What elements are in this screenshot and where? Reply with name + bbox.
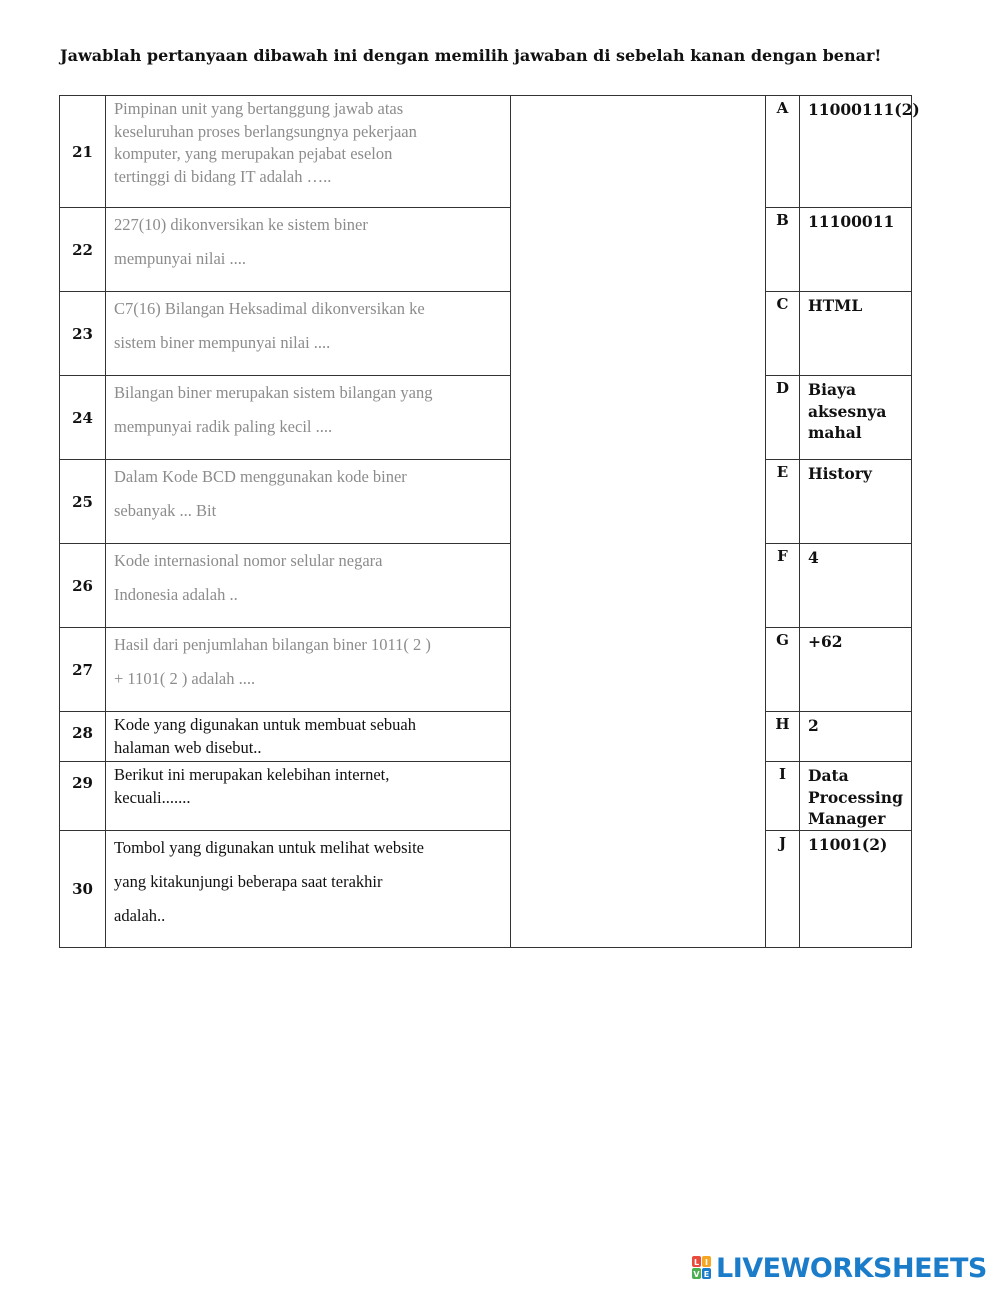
question-text: Berikut ini merupakan kelebihan internet, kecuali.......: [106, 762, 511, 831]
option-text: HTML: [800, 292, 912, 376]
answer-drop-area[interactable]: [511, 96, 766, 948]
question-number: 25: [60, 460, 106, 544]
question-number: 26: [60, 544, 106, 628]
svg-text:I: I: [705, 1258, 708, 1267]
question-text: Bilangan biner merupakan sistem bilangan yang mempunyai radik paling kecil ....: [106, 376, 511, 460]
table-row: [60, 96, 912, 208]
option-text: 11000111(2): [800, 96, 912, 208]
instruction-heading: Jawablah pertanyaan dibawah ini dengan memilih jawaban di sebelah kanan dengan benar!: [60, 46, 882, 65]
table-row: [60, 762, 912, 831]
option-text: 4: [800, 544, 912, 628]
option-text: History: [800, 460, 912, 544]
liveworksheets-mark-icon: [692, 1256, 712, 1280]
table-row: [60, 376, 912, 460]
matching-table: [59, 95, 920, 948]
question-number: 29: [60, 762, 106, 831]
option-text: +62: [800, 628, 912, 712]
option-letter: E: [766, 460, 800, 544]
question-number: 24: [60, 376, 106, 460]
question-text: Dalam Kode BCD menggunakan kode biner sebanyak ... Bit: [106, 460, 511, 544]
option-letter: I: [766, 762, 800, 831]
option-letter: D: [766, 376, 800, 460]
question-number: 23: [60, 292, 106, 376]
option-text: 11001(2): [800, 830, 912, 947]
question-number: 30: [60, 830, 106, 947]
table-row: [60, 460, 912, 544]
option-text: Data Processing Manager: [800, 762, 912, 831]
question-text: Kode yang digunakan untuk membuat sebuah halaman web disebut..: [106, 712, 511, 762]
question-text: Hasil dari penjumlahan bilangan biner 1011( 2 ) + 1101( 2 ) adalah ....: [106, 628, 511, 712]
option-letter: A: [766, 96, 800, 208]
table-row: [60, 628, 912, 712]
table-row: [60, 544, 912, 628]
liveworksheets-logo: [692, 1253, 987, 1283]
option-text: 11100011: [800, 208, 912, 292]
question-number: 21: [60, 96, 106, 208]
question-text: 227(10) dikonversikan ke sistem biner mempunyai nilai ....: [106, 208, 511, 292]
option-letter: F: [766, 544, 800, 628]
option-text: 2: [800, 712, 912, 762]
question-number: 27: [60, 628, 106, 712]
option-letter: G: [766, 628, 800, 712]
option-letter: J: [766, 830, 800, 947]
question-text: Pimpinan unit yang bertanggung jawab atas keseluruhan proses berlangsungnya pekerjaan komputer, yang merupakan pejabat eselon tertinggi di bidang IT adalah …..: [106, 96, 511, 208]
question-number: 28: [60, 712, 106, 762]
svg-text:E: E: [703, 1270, 710, 1279]
option-letter: H: [766, 712, 800, 762]
option-letter: B: [766, 208, 800, 292]
question-text: Kode internasional nomor selular negara Indonesia adalah ..: [106, 544, 511, 628]
question-number: 22: [60, 208, 106, 292]
table-row: [60, 208, 912, 292]
table-row: [60, 830, 912, 947]
table-row: [60, 292, 912, 376]
question-text: Tombol yang digunakan untuk melihat website yang kitakunjungi beberapa saat terakhir adalah..: [106, 830, 511, 947]
option-letter: C: [766, 292, 800, 376]
liveworksheets-wordmark: LIVEWORKSHEETS: [716, 1252, 987, 1284]
svg-text:L: L: [693, 1258, 700, 1267]
table-row: [60, 712, 912, 762]
question-text: C7(16) Bilangan Heksadimal dikonversikan ke sistem biner mempunyai nilai ....: [106, 292, 511, 376]
svg-text:V: V: [693, 1270, 700, 1279]
option-text: Biaya aksesnya mahal: [800, 376, 912, 460]
